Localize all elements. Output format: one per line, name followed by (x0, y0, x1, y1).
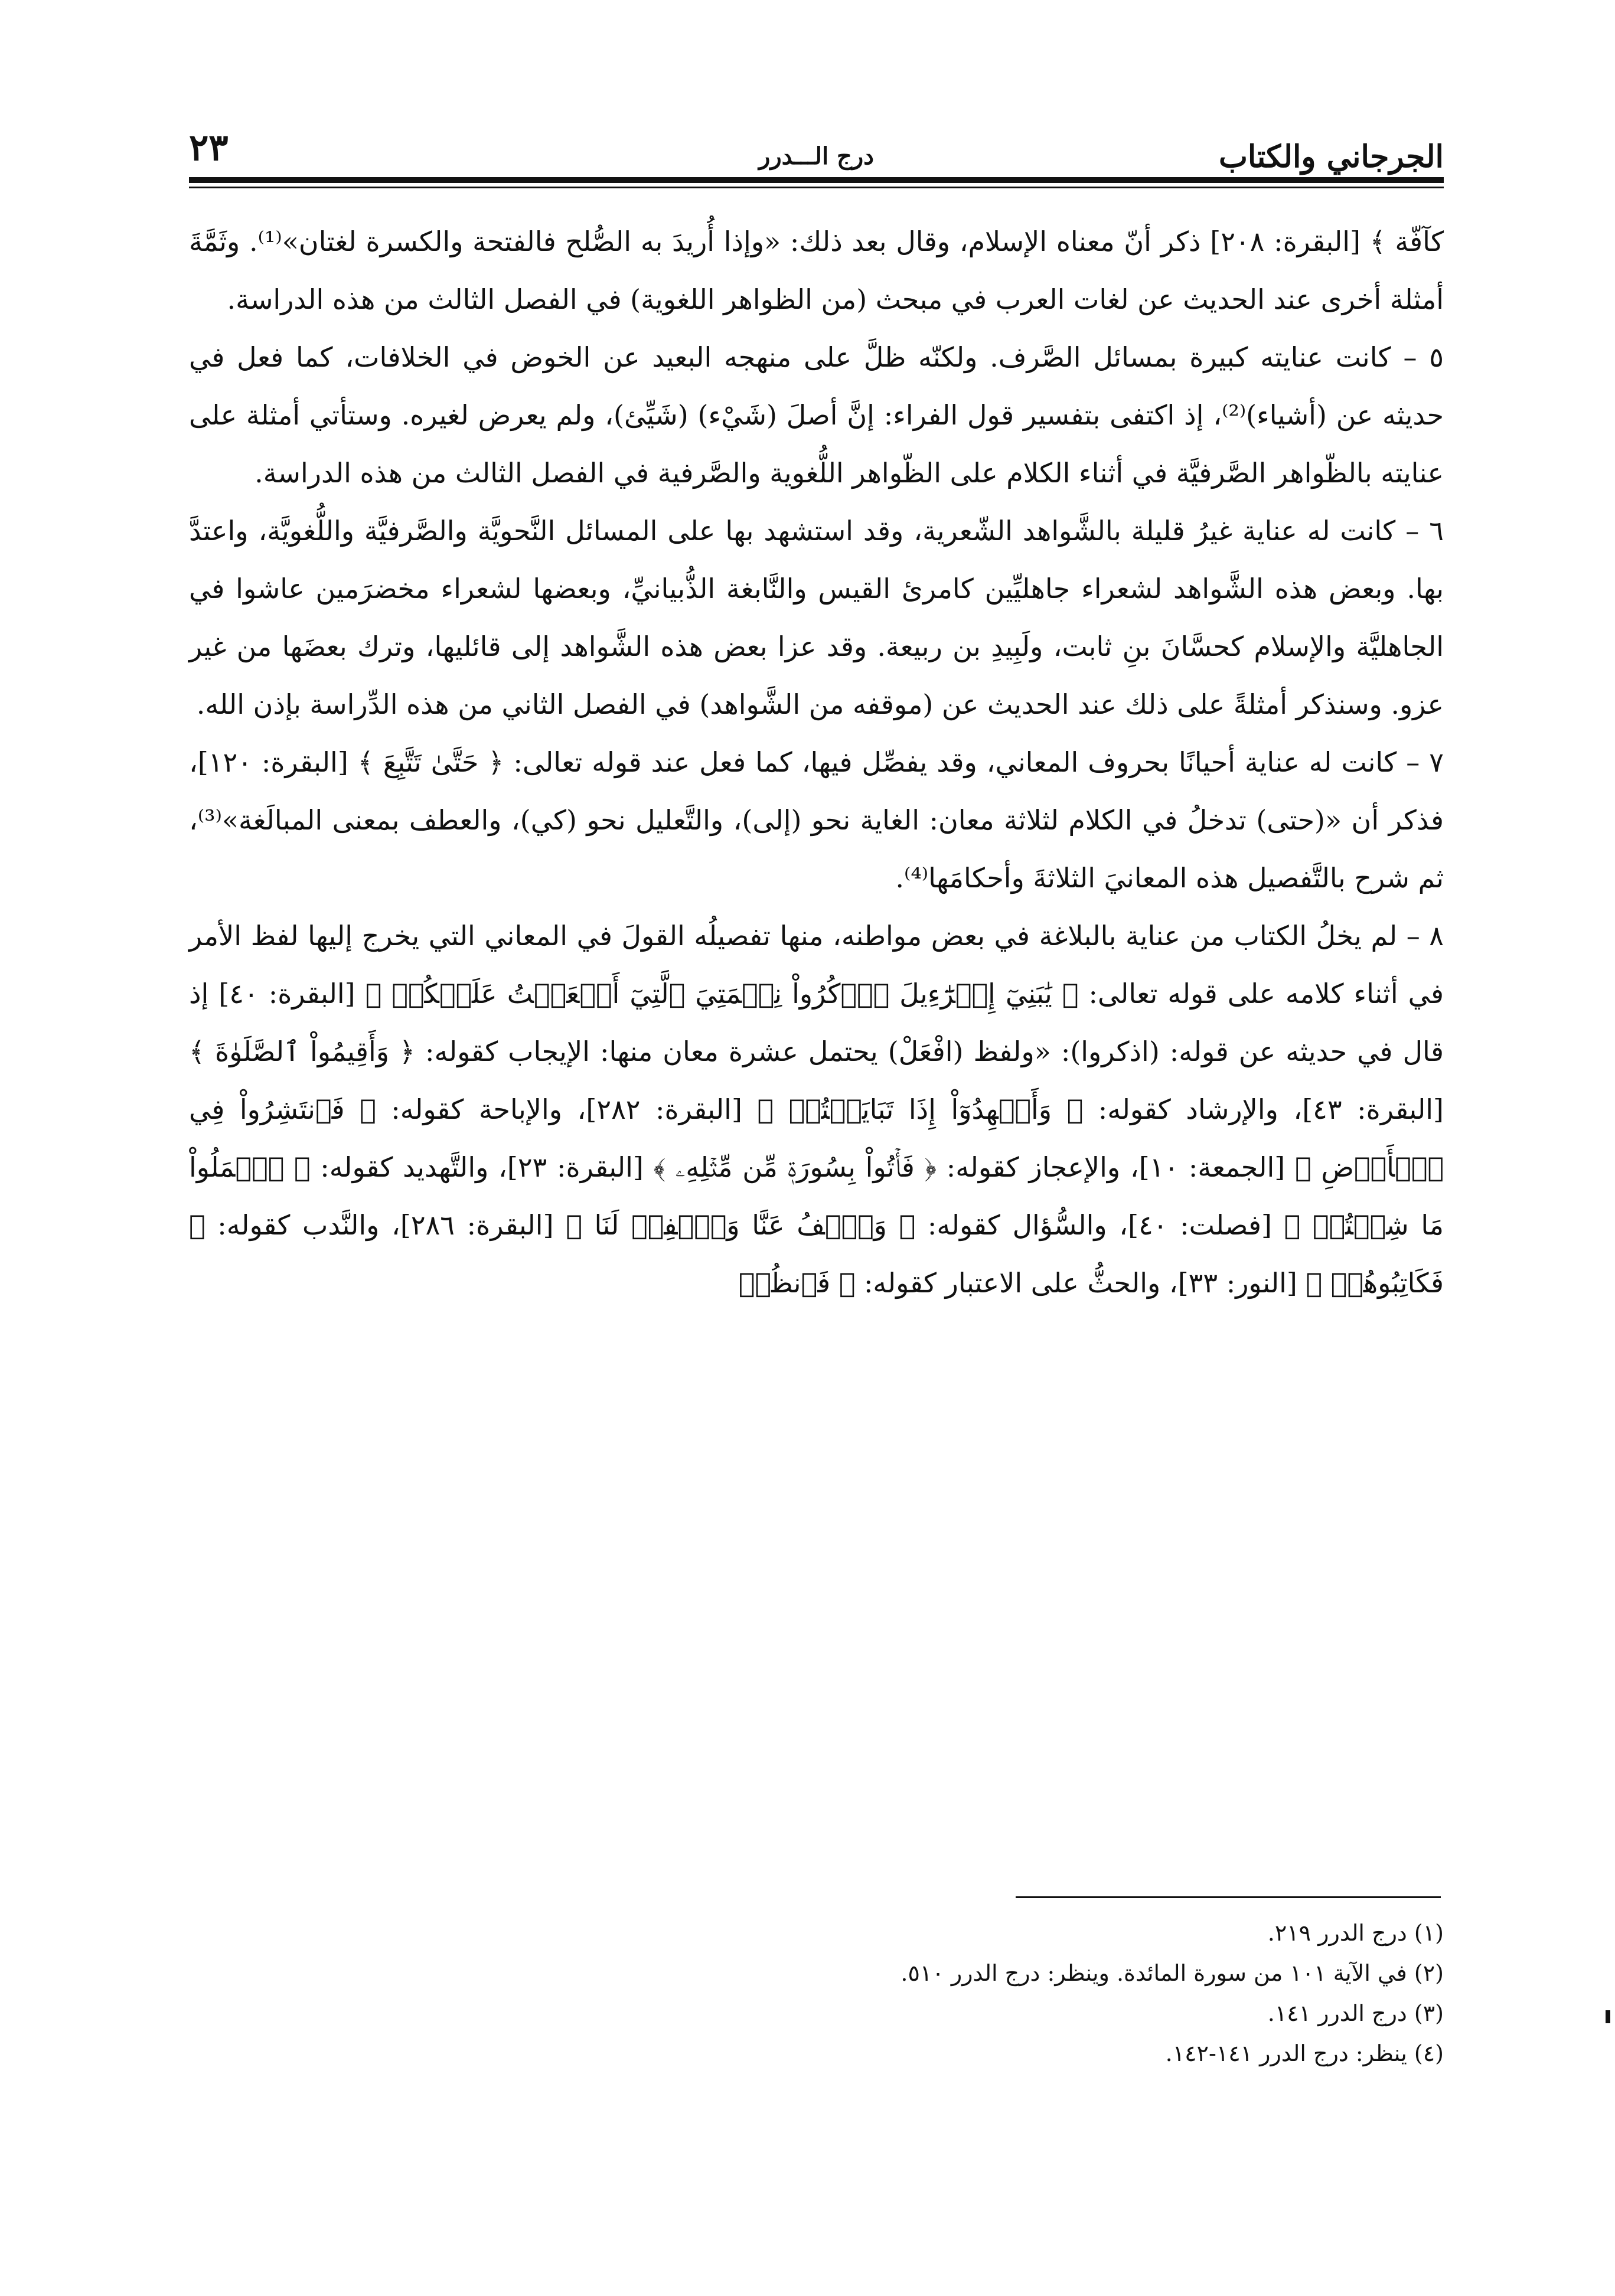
footnote-3: (٣) درج الدرر ١٤١. (1267, 2000, 1444, 2026)
running-title: درج الـــدرر (759, 142, 874, 170)
paragraph-2: ٥ – كانت عنايته كبيرة بمسائل الصَّرف. ولكنّه ظلَّ على منهجه البعيد عن الخوض في الخلافات، كما فعل في حديثه عن (أشياء)⁽²⁾، إذ اكتفى بتفسير قول الفراء: إنَّ أصلَ (شَيْء) (شَيِّئ)، ولم يعرض لغيره. وستأتي أمثلة على عنايته بالظّواهر الصَّرفيَّة في أثناء الكلام على الظّواهر اللُّغوية والصَّرفية في الفصل الثالث من هذه الدراسة. (189, 341, 1444, 489)
paragraph-5: ٨ – لم يخلُ الكتاب من عناية بالبلاغة في بعض مواطنه، منها تفصيلُه القولَ في المعاني التي يخرج إليها لفظ الأمر في أثناء كلامه على قوله تعالى: ﴿ يَٰبَنِيٓ إِسۡرَٰٓءِيلَ ٱذۡكُرُواْ نِعۡمَتِيَ ٱلَّتِيٓ أَنۡعَمۡتُ عَلَيۡكُمۡ ﴾ [البقرة: ٤٠] إذ قال في حديثه عن قوله: (اذكروا): «ولفظ (افْعَلْ) يحتمل عشرة معان منها: الإيجاب كقوله: ﴿ وَأَقِيمُواْ ٱلصَّلَوٰةَ ﴾ [البقرة: ٤٣]، والإرشاد كقوله: ﴿ وَأَشۡهِدُوٓاْ إِذَا تَبَايَعۡتُمۡ ﴾ [البقرة: ٢٨٢]، والإباحة كقوله: ﴿ فَٱنتَشِرُواْ فِي ٱلۡأَرۡضِ ﴾ [الجمعة: ١٠]، والإعجاز كقوله: ﴿ فَأۡتُواْ بِسُورَةٖ مِّن مِّثۡلِهِۦ ﴾ [البقرة: ٢٣]، والتَّهديد كقوله: ﴿ ٱعۡمَلُواْ مَا شِئۡتُمۡ ﴾ [فصلت: ٤٠]، والسُّؤال كقوله: ﴿ وَٱعۡفُ عَنَّا وَٱغۡفِرۡ لَنَا ﴾ [البقرة: ٢٨٦]، والنَّدب كقوله: ﴿ فَكَاتِبُوهُمۡ ﴾ [النور: ٣٣]، والحثُّ على الاعتبار كقوله: ﴿ فَٱنظُرۡ (189, 920, 1444, 1299)
main-text (189, 213, 1444, 1312)
scan-margin-mark (1606, 2010, 1610, 2023)
page-number: ٢٣ (189, 126, 229, 169)
header-rule-thick (189, 177, 1444, 183)
footnote-4: (٤) ينظر: درج الدرر ١٤١-١٤٢. (1165, 2040, 1444, 2066)
footnotes (189, 1913, 1444, 2073)
footnote-1: (١) درج الدرر ٢١٩. (1267, 1920, 1444, 1946)
footnote-2: (٢) في الآية ١٠١ من سورة المائدة. وينظر: درج الدرر ٥١٠. (901, 1960, 1444, 1986)
paragraph-1: ﮐﺂﻓّﺔ ﴾ [البقرة: ٢٠٨] ذكر أنّ معناه الإسلام، وقال بعد ذلك: «وإذا أُريدَ به الصُّلح فالفتحة والكسرة لغتان»⁽¹⁾. وثَمَّةَ أمثلة أخرى عند الحديث عن لغات العرب في مبحث (من الظواهر اللغوية) في الفصل الثالث من هذه الدراسة. (189, 226, 1444, 315)
footnote-separator (1016, 1896, 1441, 1898)
paragraph-3: ٦ – كانت له عناية غيرُ قليلة بالشَّواهد الشّعرية، وقد استشهد بها على المسائل النَّحويَّة والصَّرفيَّة واللُّغويَّة، واعتدَّ بها. وبعض هذه الشَّواهد لشعراء جاهليِّين كامرئ القيس والنَّابغة الذُّبيانيِّ، وبعضها لشعراء مخضرَمين عاشوا في الجاهليَّة والإسلام كحسَّانَ بنِ ثابت، ولَبِيدِ بن ربيعة. وقد عزا بعض هذه الشَّواهد إلى قائليها، وترك بعضَها من غير عزو. وسنذكر أمثلةً على ذلك عند الحديث عن (موقفه من الشَّواهد) في الفصل الثاني من هذه الدِّراسة بإذن الله. (189, 515, 1444, 720)
running-header (189, 121, 1444, 174)
header-rule-thin (189, 187, 1444, 188)
book-title: الجرجاني والكتاب (1218, 139, 1444, 175)
paragraph-4: ٧ – كانت له عناية أحيانًا بحروف المعاني، وقد يفصِّل فيها، كما فعل عند قوله تعالى: ﴿ حَتَّىٰ تَتَّبِعَ ﴾ [البقرة: ١٢٠]، فذكر أن «(حتى) تدخلُ في الكلام لثلاثة معان: الغاية نحو (إلى)، والتَّعليل نحو (كي)، والعطف بمعنى المبالَغة»⁽³⁾، ثم شرح بالتَّفصيل هذه المعانيَ الثلاثةَ وأحكامَها⁽⁴⁾. (189, 746, 1444, 894)
